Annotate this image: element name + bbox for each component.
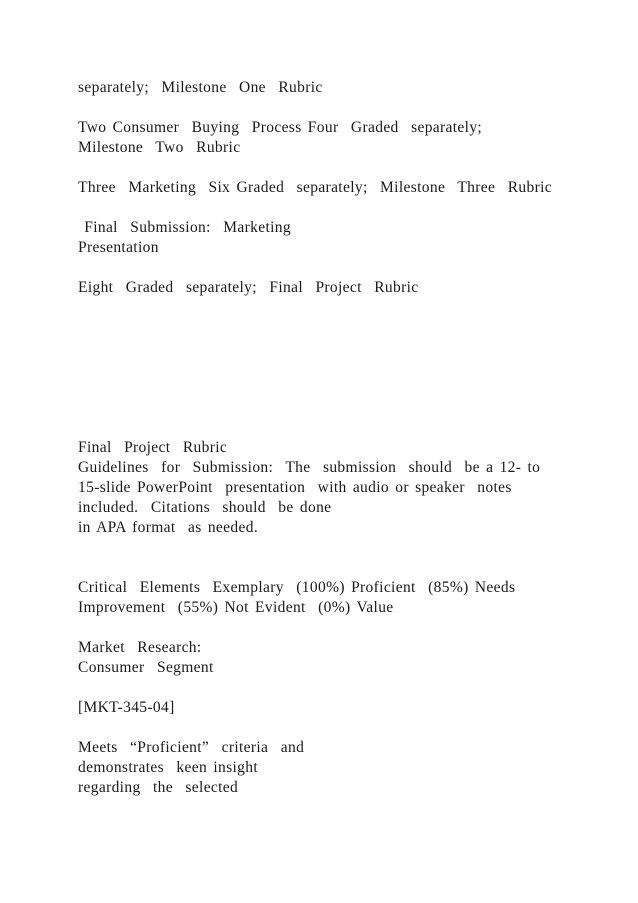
text-line: Milestone Two Rubric bbox=[78, 139, 241, 156]
text-line: in APA format as needed. bbox=[78, 519, 259, 536]
text-line: Three Marketing Six Graded separately; Milestone Three Rubric bbox=[78, 179, 552, 196]
text-line: Critical Elements Exemplary (100%) Proficient (85%) Needs bbox=[78, 579, 516, 596]
text-line: Consumer Segment bbox=[78, 659, 214, 676]
text-line: Final Project Rubric bbox=[78, 439, 228, 456]
text-line: demonstrates keen insight bbox=[78, 759, 258, 776]
text-line: Final Submission: Marketing bbox=[78, 219, 291, 236]
text-line: regarding the selected bbox=[78, 779, 239, 796]
text-line: separately; Milestone One Rubric bbox=[78, 79, 323, 96]
text-line: Presentation bbox=[78, 239, 159, 256]
text-line: Guidelines for Submission: The submission should be a 12- to bbox=[78, 459, 541, 476]
text-line: included. Citations should be done bbox=[78, 499, 332, 516]
text-line: [MKT-345-04] bbox=[78, 699, 175, 716]
text-line: 15-slide PowerPoint presentation with audio or speaker notes bbox=[78, 479, 512, 496]
text-line: Market Research: bbox=[78, 639, 202, 656]
text-line: Improvement (55%) Not Evident (0%) Value bbox=[78, 599, 394, 616]
text-line: Eight Graded separately; Final Project Rubric bbox=[78, 279, 419, 296]
text-line: Meets “Proficient” criteria and bbox=[78, 739, 305, 756]
text-line: Two Consumer Buying Process Four Graded separately; bbox=[78, 119, 483, 136]
